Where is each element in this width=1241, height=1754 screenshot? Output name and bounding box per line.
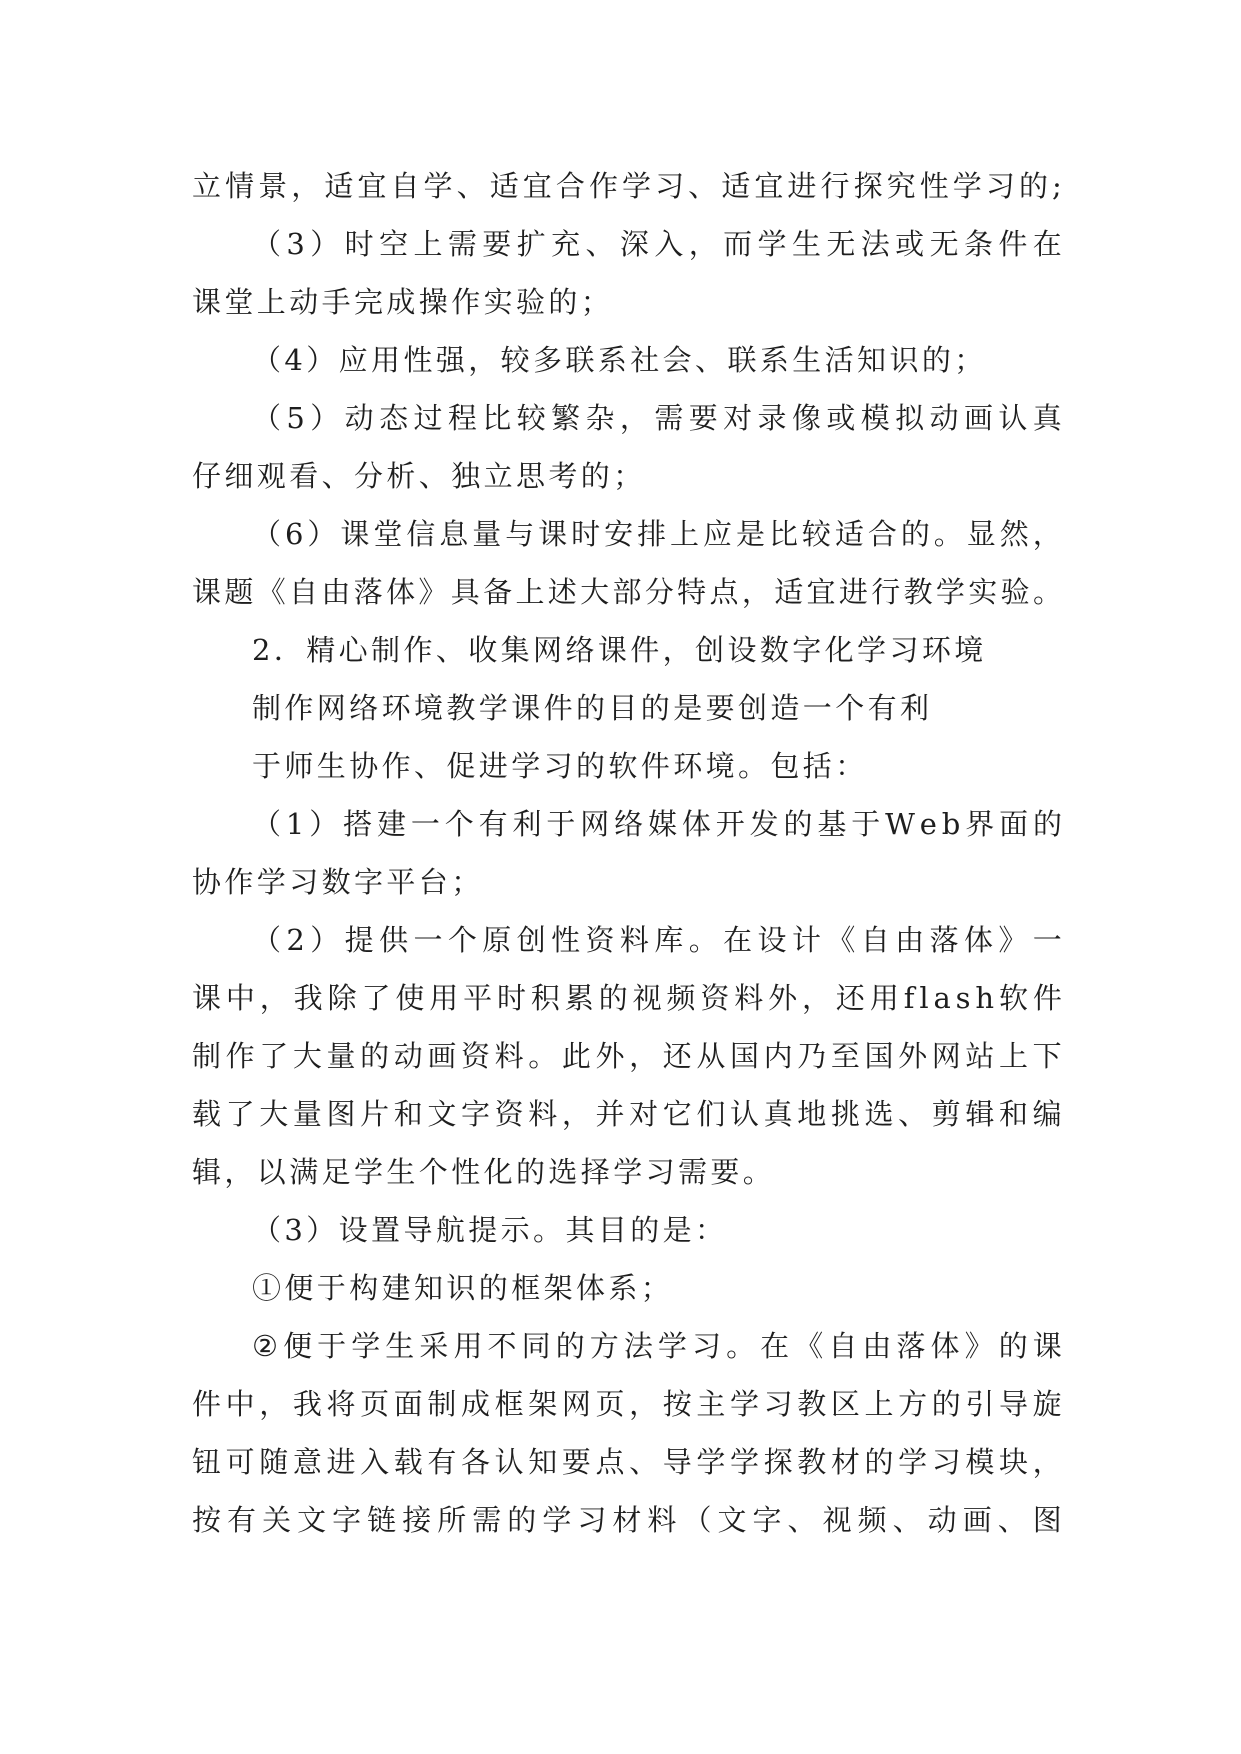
text-line: 课 题 《 自 由 落 体 》 具 备 上 述 大 部 分 特 点 ， 适 宜 进 行 教 学 实 验 。	[192, 575, 1062, 609]
text-line: 制作网络环境教学课件的目的是要创造一个有利	[252, 691, 933, 725]
text-line: ①便于构建知识的框架体系；	[252, 1271, 674, 1305]
text-line: （ 1 ） 搭 建 一 个 有 利 于 网 络 媒 体 开 发 的 基 于 W e b 界 面 的	[252, 807, 1062, 841]
text-line: 立 情 景 ， 适 宜 自 学 、 适 宜 合 作 学 习 、 适 宜 进 行 探 究 性 学 习 的 ;	[192, 169, 1062, 203]
text-line: （3）设置导航提示。其目的是：	[252, 1213, 728, 1247]
text-line: 载 了 大 量 图 片 和 文 字 资 料 ， 并 对 它 们 认 真 地 挑 选 、 剪 辑 和 编	[192, 1097, 1062, 1131]
text-line: （ 3 ） 时 空 上 需 要 扩 充 、 深 入 ， 而 学 生 无 法 或 无 条 件 在	[252, 227, 1062, 261]
section-heading: 2．精心制作、收集网络课件，创设数字化学习环境	[252, 633, 987, 667]
text-line: （4）应用性强，较多联系社会、联系生活知识的；	[252, 343, 987, 377]
text-line: 按 有 关 文 字 链 接 所 需 的 学 习 材 料 （ 文 字 、 视 频 、 动 画 、 图	[192, 1503, 1062, 1537]
text-line: 课 中 ， 我 除 了 使 用 平 时 积 累 的 视 频 资 料 外 ， 还 用 f l a s h 软 件	[192, 981, 1062, 1015]
text-line: 钮 可 随 意 进 入 载 有 各 认 知 要 点 、 导 学 学 探 教 材 的 学 习 模 块 ，	[192, 1445, 1062, 1479]
text-line: 协作学习数字平台；	[192, 865, 484, 899]
text-line: 辑，以满足学生个性化的选择学习需要。	[192, 1155, 776, 1189]
text-line: ② 便 于 学 生 采 用 不 同 的 方 法 学 习 。 在 《 自 由 落 体 》 的 课	[252, 1329, 1062, 1363]
text-line: （ 2 ） 提 供 一 个 原 创 性 资 料 库 。 在 设 计 《 自 由 落 体 》 一	[252, 923, 1062, 957]
text-line: 件 中 ， 我 将 页 面 制 成 框 架 网 页 ， 按 主 学 习 教 区 上 方 的 引 导 旋	[192, 1387, 1062, 1421]
text-line: 课堂上动手完成操作实验的；	[192, 285, 614, 319]
text-line: 仔细观看、分析、独立思考的；	[192, 459, 646, 493]
text-line: （ 5 ） 动 态 过 程 比 较 繁 杂 ， 需 要 对 录 像 或 模 拟 动 画 认 真	[252, 401, 1062, 435]
text-line: （ 6 ） 课 堂 信 息 量 与 课 时 安 排 上 应 是 比 较 适 合 的 。 显 然 ，	[252, 517, 1062, 551]
text-line: 制 作 了 大 量 的 动 画 资 料 。 此 外 ， 还 从 国 内 乃 至 国 外 网 站 上 下	[192, 1039, 1062, 1073]
text-line: 于师生协作、促进学习的软件环境。包括：	[252, 749, 868, 783]
